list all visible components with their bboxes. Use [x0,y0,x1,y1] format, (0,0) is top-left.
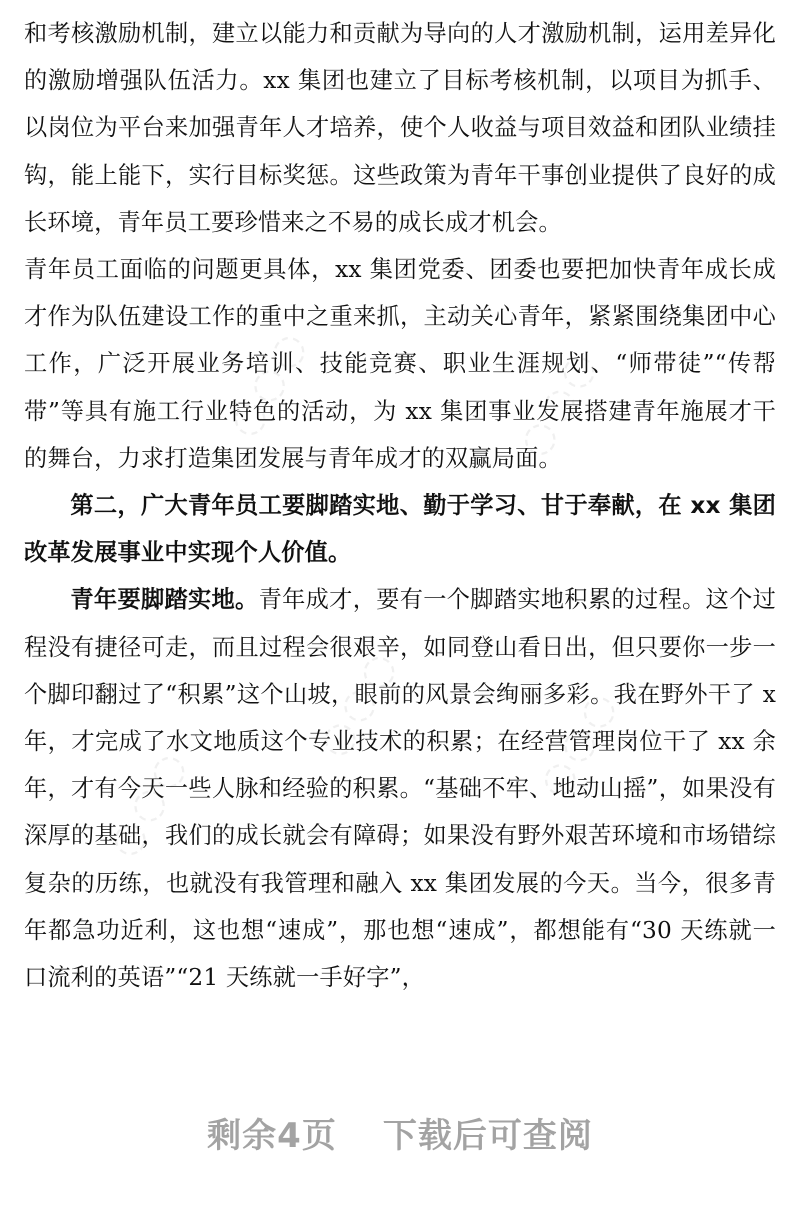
watermark: ◌◌◌ [99,740,198,866]
paragraph [24,10,776,246]
watermark: ◌◌◌ [509,340,608,466]
paragraph-lead-in: 青年要脚踏实地。 [70,586,259,614]
section-heading-text: 第二，广大青年员工要脚踏实地、勤于学习、甘于奉献，在 xx 集团改革发展事业中实现个人价值。 [24,492,776,567]
download-banner[interactable] [0,1108,800,1157]
download-hint-label: 下载后可查阅 [382,1116,593,1156]
remaining-pages-label: 剩余4页 [207,1116,337,1156]
paragraph [24,576,776,1001]
document-body [24,10,776,1001]
paragraph [24,246,776,482]
watermark: ◌◌◌ [529,680,628,806]
watermark: ◌◌◌ [309,640,408,766]
paragraph-text: 和考核激励机制，建立以能力和贡献为导向的人才激励机制，运用差异化的激励增强队伍活力。xx 集团也建立了目标考核机制，以项目为抓手、以岗位为平台来加强青年人才培养，使个人收益与项目效益和团队业绩挂钩，能上能下，实行目标奖惩。这些政策为青年干事创业提供了良好的成长环境，青年员工要珍惜来之不易的成长成才机会。 [24,20,776,236]
watermark: ◌◌◌ [219,320,318,446]
paragraph-text: 青年员工面临的问题更具体，xx 集团党委、团委也要把加快青年成长成才作为队伍建设工作的重中之重来抓，主动关心青年，紧紧围绕集团中心工作，广泛开展业务培训、技能竞赛、职业生涯规划、“师带徒”“传帮带”等具有施工行业特色的活动，为 xx 集团事业发展搭建青年施展才干的舞台，力求打造集团发展与青年成才的双赢局面。 [24,256,776,472]
section-heading [24,482,776,576]
paragraph-text: 青年成才，要有一个脚踏实地积累的过程。这个过程没有捷径可走，而且过程会很艰辛，如同登山看日出，但只要你一步一个脚印翻过了“积累”这个山坡，眼前的风景会绚丽多彩。我在野外干了 x 年，才完成了水文地质这个专业技术的积累；在经营管理岗位干了 xx 余年，才有今天一些人脉和经验的积累。“基础不牢、地动山摇”，如果没有深厚的基础，我们的成长就会有障碍；如果没有野外艰苦环境和市场错综复杂的历练，也就没有我管理和融入 xx 集团发展的今天。当今，很多青年都急功近利，这也想“速成”，那也想“速成”，都想能有“30 天练就一口流利的英语”“21 天练就一手好字”， [24,586,776,992]
